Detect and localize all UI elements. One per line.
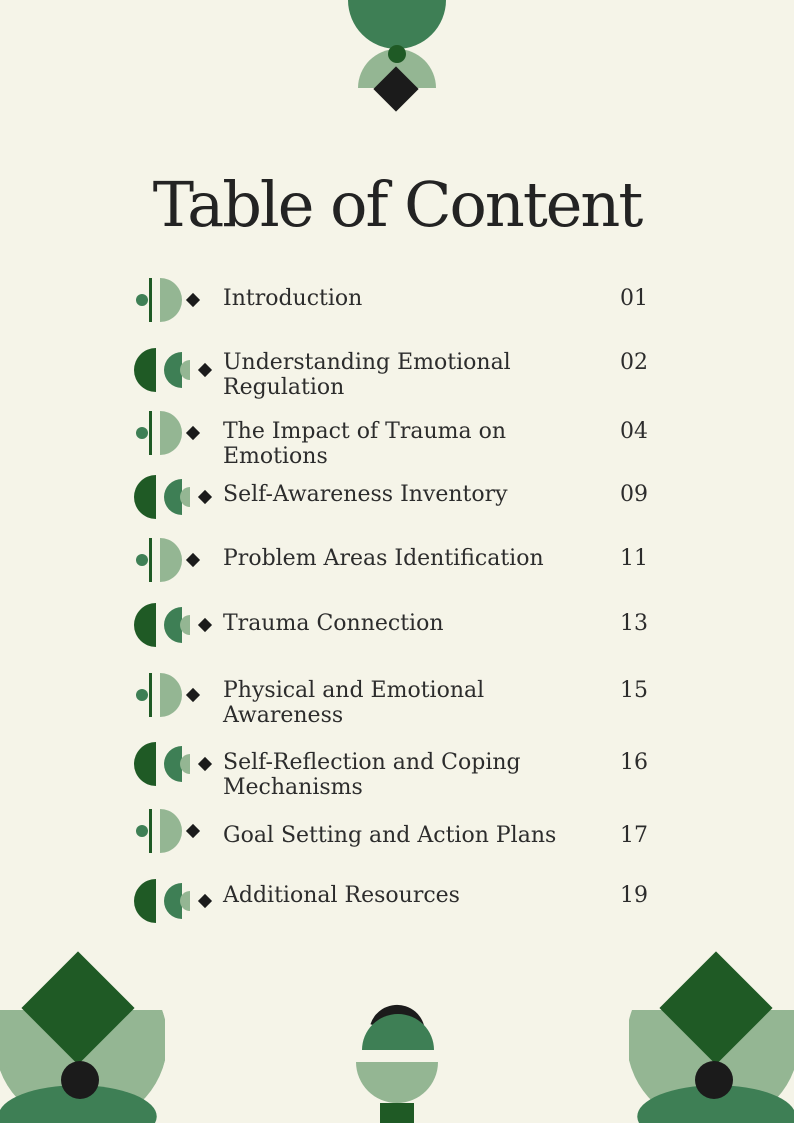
geometric-bullet-icon [130, 536, 202, 584]
geometric-bullet-icon [130, 346, 220, 394]
toc-entry-page: 01 [620, 286, 648, 311]
geometric-bullet-icon [130, 740, 220, 788]
geometric-bullet-icon [130, 601, 220, 649]
geometric-bullet-icon [130, 409, 202, 457]
geometric-bullet-icon [130, 473, 220, 521]
geometric-bullet-icon [130, 276, 202, 324]
toc-entry-title: Additional Resources [223, 883, 460, 908]
toc-entry-title: Trauma Connection [223, 611, 444, 636]
bottom-center-geometric-decoration-icon [352, 1000, 442, 1123]
toc-entry-page: 13 [620, 611, 648, 636]
toc-entry-title: Understanding Emotional Regulation [223, 350, 511, 400]
toc-entry-title: The Impact of Trauma on Emotions [223, 419, 507, 469]
page-title: Table of Content [152, 168, 642, 241]
toc-entry-page: 19 [620, 883, 648, 908]
geometric-bullet-icon [130, 807, 202, 855]
bottom-right-geometric-decoration-icon [629, 950, 794, 1123]
toc-entry-page: 15 [620, 678, 648, 703]
toc-entry-title: Physical and Emotional Awareness [223, 678, 485, 728]
toc-entry-title: Problem Areas Identification [223, 546, 544, 571]
geometric-bullet-icon [130, 877, 220, 925]
toc-entry-page: 16 [620, 750, 648, 775]
toc-entry-page: 02 [620, 350, 648, 375]
toc-entry-title: Introduction [223, 286, 363, 311]
toc-entry-page: 04 [620, 419, 648, 444]
toc-entry-title: Self-Awareness Inventory [223, 482, 508, 507]
toc-entry-page: 09 [620, 482, 648, 507]
toc-entry-title: Goal Setting and Action Plans [223, 823, 557, 848]
toc-entry-page: 17 [620, 823, 648, 848]
toc-entry-page: 11 [620, 546, 648, 571]
toc-entry-title: Self-Reflection and Coping Mechanisms [223, 750, 521, 800]
geometric-bullet-icon [130, 671, 202, 719]
bottom-left-geometric-decoration-icon [0, 950, 165, 1123]
